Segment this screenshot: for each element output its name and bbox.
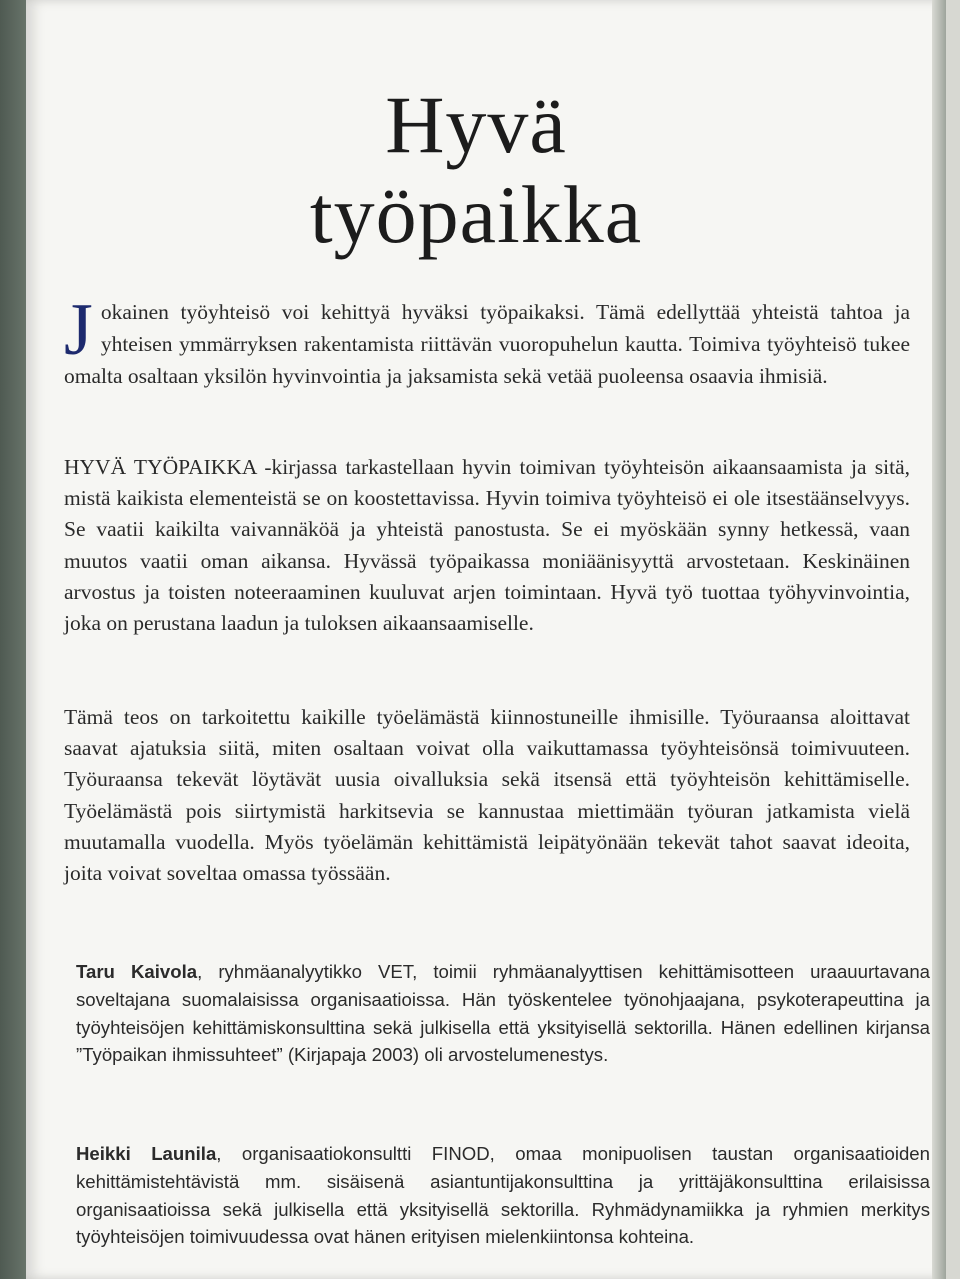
author-bio-text: , organisaatiokonsultti FINOD, omaa monipuolisen taustan organisaatioiden kehittämistehtävistä mm. sisäisenä asiantuntijakonsulttina ja yrittäjäkonsulttina erilaisissa organisaatioissa sekä julkisella että yksityisellä sektorilla. Ryhmädynamiikka ja ryhmien merkitys työyhteisöjen toimivuudessa ovat hänen erityisen mielenkiintonsa kohteina.: [76, 1143, 930, 1248]
author-bio-launila: [76, 1140, 930, 1251]
intro-text: okainen työyhteisö voi kehittyä hyväksi työpaikaksi. Tämä edellyttää yhteistä tahtoa ja yhteisen ymmärryksen rakentamista riittävän vuoropuhelun kautta. Toimiva työyhteisö tukee omalta osaltaan yksilön hyvinvointia ja jaksamista sekä vetää puoleensa osaavia ihmisiä.: [64, 300, 910, 388]
author-bio-text: , ryhmäanalyytikko VET, toimii ryhmäanalyyttisen kehittämisotteen uraauurtavana soveltajana suomalaisissa organisaatioissa. Hän työskentelee työnohjaajana, psykoterapeuttina ja työyhteisöjen kehittämiskonsulttina sekä julkisella että yksityisellä sektorilla. Hänen edellinen kirjansa ”Työpaikan ihmissuhteet” (Kirjapaja 2003) oli arvostelumenestys.: [76, 961, 930, 1066]
book-back-cover: [26, 0, 946, 1279]
description-paragraph: HYVÄ TYÖPAIKKA -kirjassa tarkastellaan hyvin toimivan työyhteisön aikaansaamista ja sitä, mistä kaikista elementeistä se on koostettavissa. Hyvin toimiva työyhteisö ei ole itsestäänselvyys. Se vaatii kaikilta vaivannäköä ja yhteistä panostusta. Se ei myöskään synny hetkessä, vaan muutos vaatii oman aikansa. Hyvässä työpaikassa moniäänisyyttä arvostetaan. Keskinäinen arvostus ja toisten noteeraaminen kuuluvat arjen toimintaan. Hyvä työ tuottaa työhyvinvointia, joka on perustana laadun ja tuloksen aikaansaamiselle.: [64, 455, 910, 636]
author-name: Taru Kaivola: [76, 961, 198, 982]
book-title-line-2: työpaikka: [309, 169, 643, 260]
intro-paragraph: [64, 289, 910, 392]
drop-cap: J: [64, 289, 93, 371]
author-bio-kaivola: [76, 958, 930, 1069]
audience-paragraph: Tämä teos on tarkoitettu kaikille työelämästä kiinnostuneille ihmisille. Työuraansa aloittavat saavat ajatuksia siitä, miten osaltaan voivat olla vaikuttamassa työyhteisönsä toimivuuteen. Työuraansa tekevät löytävät uusia oivalluksia sekä itsensä että työyhteisön kehittämiselle. Työelämästä pois siirtymistä harkitsevia se kannustaa miettimään työuran jatkamista vielä muutamalla vuodella. Myös työelämän kehittämistä leipätyönään tekevät tahot saavat ideoita, joita voivat soveltaa omassa työssään.: [64, 705, 910, 886]
author-name: Heikki Launila: [76, 1143, 217, 1164]
book-title-line-1: Hyvä: [385, 79, 567, 170]
